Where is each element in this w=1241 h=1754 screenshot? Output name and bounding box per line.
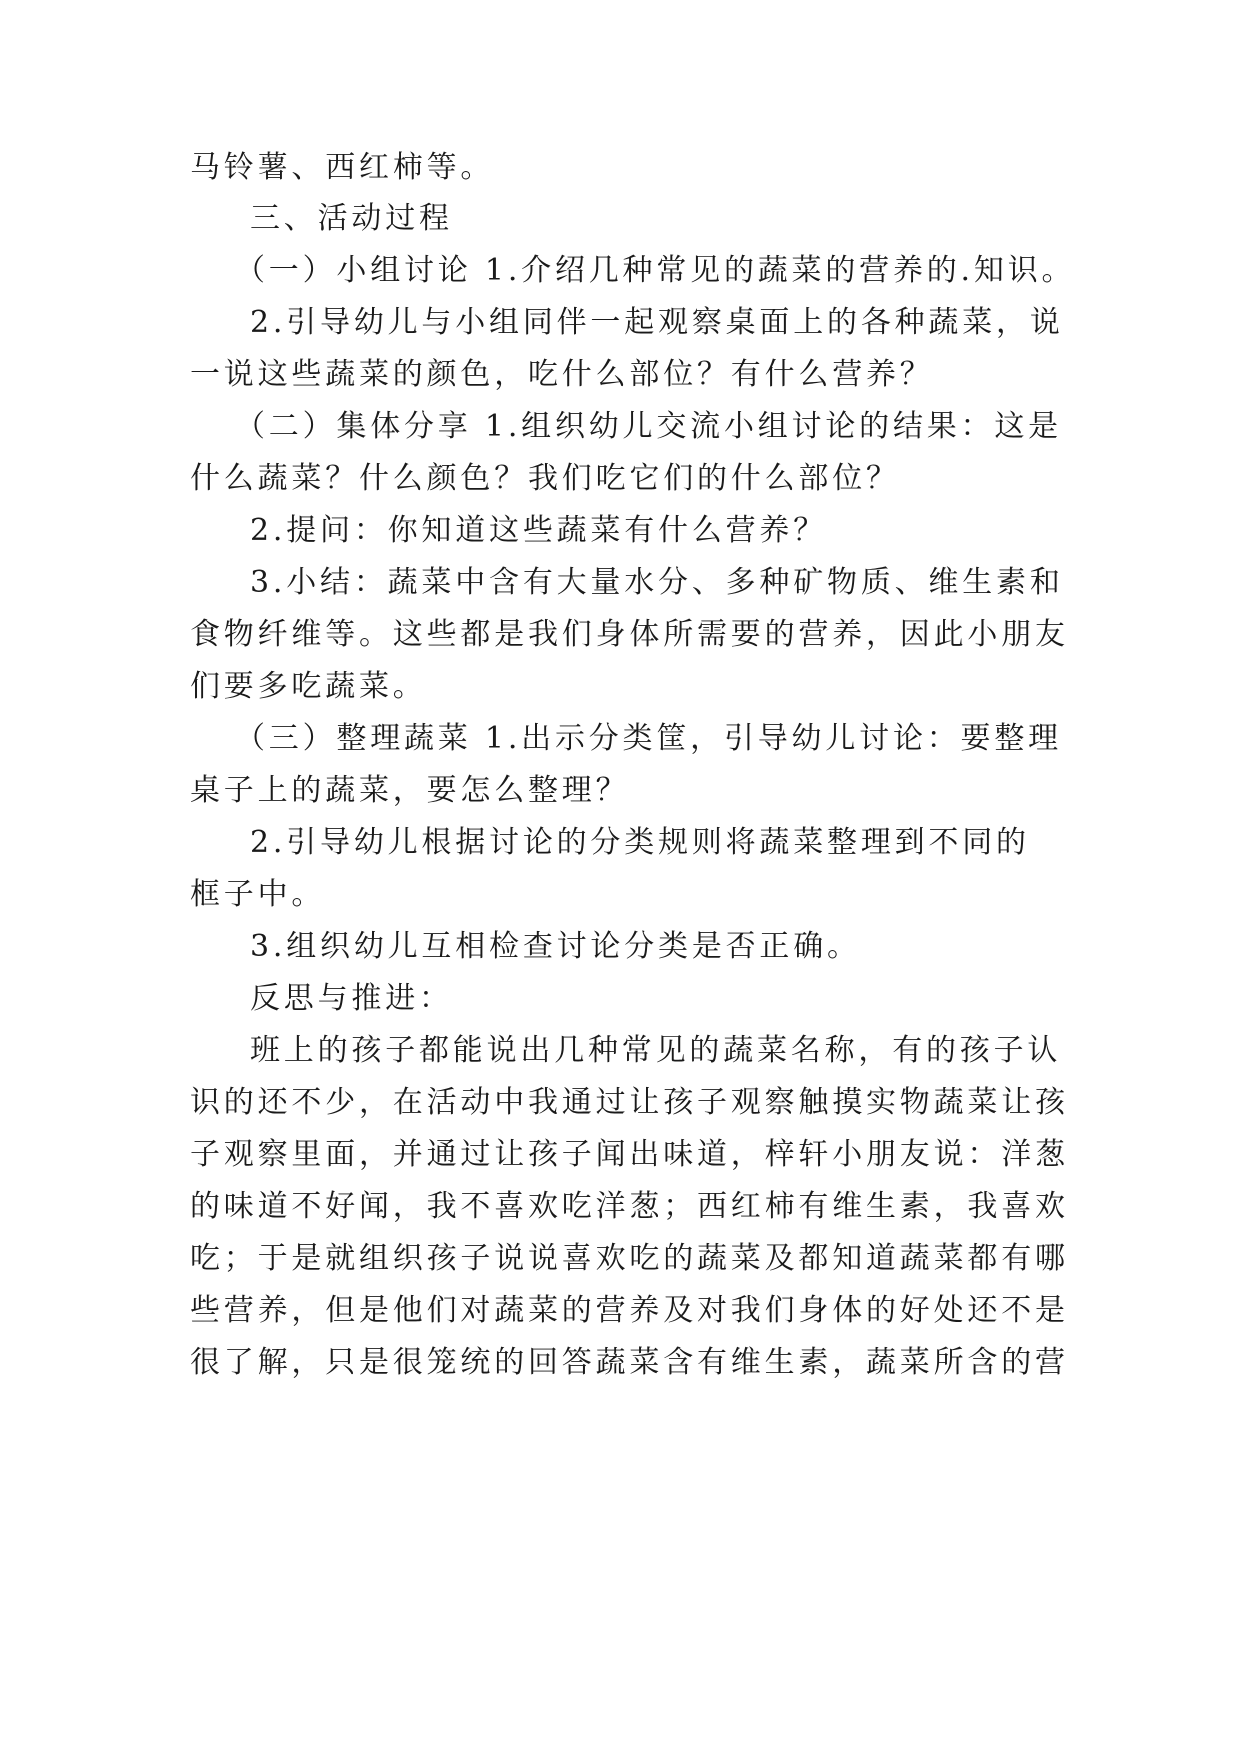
text-line: 吃；于是就组织孩子说说喜欢吃的蔬菜及都知道蔬菜都有哪 — [190, 1241, 1069, 1276]
text-line: （一）小组讨论 1.介绍几种常见的蔬菜的营养的.知识。 — [235, 253, 1076, 288]
text-line: （二）集体分享 1.组织幼儿交流小组讨论的结果：这是 — [235, 409, 1062, 444]
text-line: 识的还不少，在活动中我通过让孩子观察触摸实物蔬菜让孩 — [190, 1085, 1069, 1120]
text-line: 些营养，但是他们对蔬菜的营养及对我们身体的好处还不是 — [190, 1293, 1069, 1328]
text-line: 一说这些蔬菜的颜色，吃什么部位？有什么营养？ — [190, 357, 934, 392]
text-line: 桌子上的蔬菜，要怎么整理？ — [190, 773, 630, 808]
text-line: 什么蔬菜？什么颜色？我们吃它们的什么部位？ — [190, 461, 900, 496]
text-line: 马铃薯、西红柿等。 — [190, 150, 495, 185]
text-line: 们要多吃蔬菜。 — [190, 669, 427, 704]
section-heading: 反思与推进： — [250, 981, 453, 1016]
section-heading: 三、活动过程 — [250, 201, 453, 236]
text-line: 3.小结：蔬菜中含有大量水分、多种矿物质、维生素和 — [250, 565, 1064, 600]
text-line: 2.引导幼儿根据讨论的分类规则将蔬菜整理到不同的 — [250, 825, 1030, 860]
text-line: 食物纤维等。这些都是我们身体所需要的营养，因此小朋友 — [190, 617, 1069, 652]
text-line: 很了解，只是很笼统的回答蔬菜含有维生素，蔬菜所含的营 — [190, 1345, 1069, 1380]
text-line: 2.提问：你知道这些蔬菜有什么营养？ — [250, 513, 828, 548]
text-line: 框子中。 — [190, 877, 326, 912]
text-line: 2.引导幼儿与小组同伴一起观察桌面上的各种蔬菜，说 — [250, 305, 1064, 340]
text-line: 3.组织幼儿互相检查讨论分类是否正确。 — [250, 929, 861, 964]
text-line: 子观察里面，并通过让孩子闻出味道，梓轩小朋友说：洋葱 — [190, 1137, 1069, 1172]
text-line: （三）整理蔬菜 1.出示分类筐，引导幼儿讨论：要整理 — [235, 721, 1062, 756]
text-line: 的味道不好闻，我不喜欢吃洋葱；西红柿有维生素，我喜欢 — [190, 1189, 1069, 1224]
text-line: 班上的孩子都能说出几种常见的蔬菜名称，有的孩子认 — [250, 1033, 1062, 1068]
